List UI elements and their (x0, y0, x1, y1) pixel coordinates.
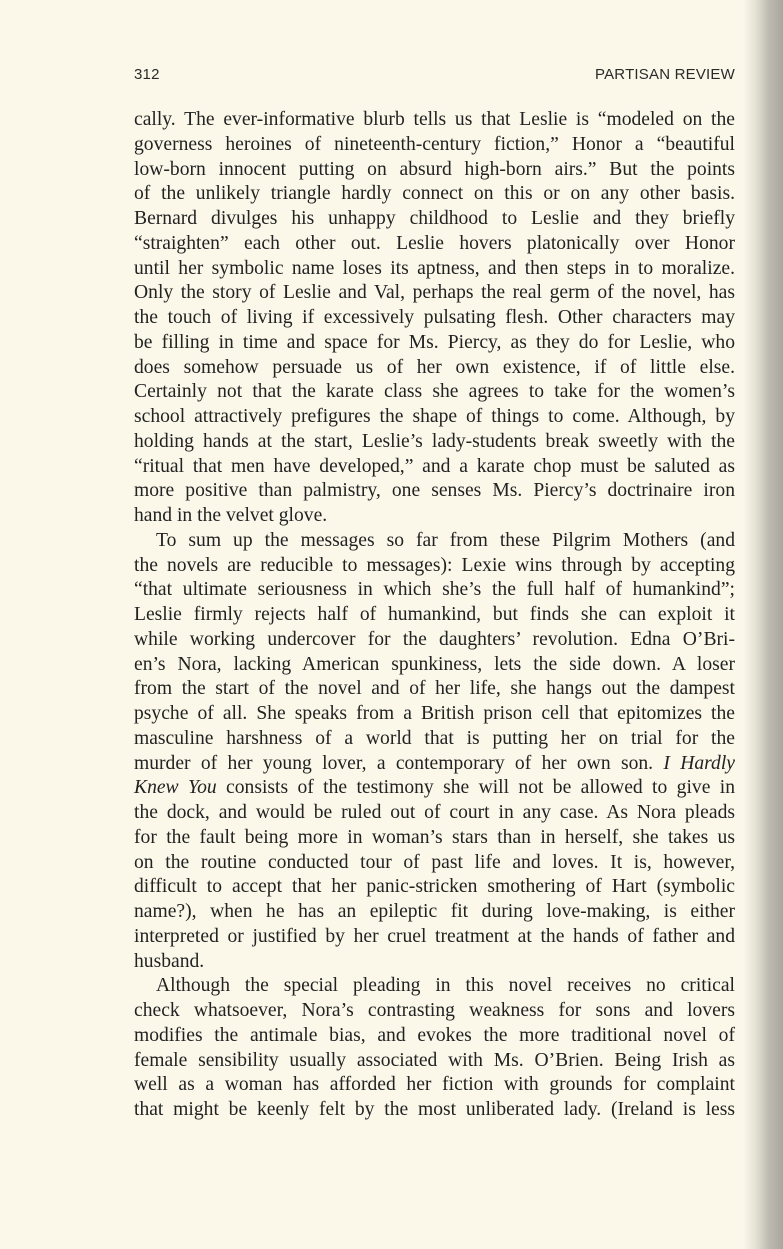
text-line (134, 950, 735, 975)
line-text: “straighten” each other out. Leslie hovers platonically over Honor (134, 232, 735, 254)
text-line (134, 677, 735, 702)
page-edge-shadow (743, 0, 783, 1249)
text-line (134, 306, 735, 331)
line-text: murder of her young lover, a contemporary of her own son. (134, 752, 664, 774)
line-text: name?), when he has an epileptic fit during love-making, is either (134, 901, 735, 922)
line-text: Certainly not that the karate class she agrees to take for the women’s (134, 381, 735, 403)
line-text: that might be keenly felt by the most unliberated lady. (Ireland is less (134, 1099, 735, 1120)
text-line (134, 603, 735, 628)
text-line (134, 108, 735, 133)
text-line (134, 999, 735, 1024)
text-line (134, 776, 735, 801)
line-text: of the unlikely triangle hardly connect on this or on any other basis. (134, 183, 735, 205)
line-text: the dock, and would be ruled out of court in any case. As Nora pleads (134, 802, 735, 823)
line-text: on the routine conducted tour of past life and loves. It is, however, (134, 851, 735, 873)
text-line (134, 925, 735, 950)
line-text: To sum up the messages so far from these Pilgrim Mothers (and (156, 529, 735, 551)
text-line (134, 752, 735, 777)
text-line (134, 653, 735, 678)
line-text: until her symbolic name loses its aptness, and then steps in to moralize. (134, 257, 735, 279)
text-line (134, 430, 735, 455)
text-line (134, 257, 735, 282)
line-text: “that ultimate seriousness in which she’s the full half of humankind”; (134, 579, 735, 601)
line-text: modifies the antimale bias, and evokes the more traditional novel of (134, 1024, 735, 1046)
body-text (134, 108, 735, 1123)
line-text: more positive than palmistry, one senses Ms. Piercy’s doctrinaire iron (134, 480, 735, 502)
text-line (134, 455, 735, 480)
italic-title: Knew You (134, 777, 217, 799)
line-text: Although the special pleading in this novel receives no critical (156, 975, 735, 997)
text-line (134, 875, 735, 900)
text-line (134, 1024, 735, 1049)
running-header-title: PARTISAN REVIEW (595, 66, 735, 83)
text-line (134, 826, 735, 851)
text-line (134, 504, 735, 529)
line-text: governess heroines of nineteenth-century fiction,” Honor a “beautiful (134, 133, 735, 155)
text-line (134, 628, 735, 653)
text-line (134, 702, 735, 727)
line-text: difficult to accept that her panic-stricken smothering of Hart (symbolic (134, 876, 735, 898)
line-text: check whatsoever, Nora’s contrasting weakness for sons and lovers (134, 1000, 735, 1021)
line-text: while working undercover for the daughters’ revolution. Edna O’Bri- (134, 628, 735, 650)
line-text: be filling in time and space for Ms. Piercy, as they do for Leslie, who (134, 331, 735, 353)
text-line (134, 207, 735, 232)
line-text: masculine harshness of a world that is putting her on trial for the (134, 727, 735, 749)
line-text: Bernard divulges his unhappy childhood to Leslie and they briefly (134, 208, 735, 229)
text-line (134, 405, 735, 430)
line-text: does somehow persuade us of her own existence, if of little else. (134, 356, 735, 378)
line-text: cally. The ever-informative blurb tells us that Leslie is “modeled on the (134, 109, 735, 130)
italic-title: I Hardly (663, 752, 735, 774)
text-line (134, 851, 735, 876)
line-text: Only the story of Leslie and Val, perhaps the real germ of the novel, has (134, 282, 735, 304)
line-text: low-born innocent putting on absurd high-born airs.” But the points (134, 158, 735, 180)
text-line (134, 529, 735, 554)
page-number: 312 (134, 66, 160, 83)
text-line (134, 900, 735, 925)
line-text: husband. (134, 950, 205, 972)
line-text: psyche of all. She speaks from a British prison cell that epitomizes the (134, 703, 735, 724)
text-line (134, 182, 735, 207)
text-line (134, 281, 735, 306)
line-text: the touch of living if excessively pulsating flesh. Other characters may (134, 307, 735, 328)
line-text: consists of the testimony she will not be allowed to give in (216, 777, 735, 799)
text-line (134, 479, 735, 504)
text-line (134, 974, 735, 999)
line-text: female sensibility usually associated with Ms. O’Brien. Being Irish as (134, 1049, 735, 1071)
line-text: for the fault being more in woman’s stars than in herself, she takes us (134, 826, 735, 848)
line-text: hand in the velvet glove. (134, 505, 328, 526)
text-line (134, 356, 735, 381)
text-line (134, 331, 735, 356)
line-text: en’s Nora, lacking American spunkiness, lets the side down. A loser (134, 653, 735, 675)
line-text: well as a woman has afforded her fiction with grounds for complaint (134, 1074, 735, 1096)
line-text: Leslie firmly rejects half of humankind, but finds she can exploit it (134, 604, 735, 625)
text-line (134, 133, 735, 158)
text-line (134, 1049, 735, 1074)
line-text: from the start of the novel and of her life, she hangs out the dampest (134, 678, 735, 700)
text-line (134, 158, 735, 183)
text-line (134, 801, 735, 826)
text-line (134, 554, 735, 579)
line-text: holding hands at the start, Leslie’s lady-students break sweetly with the (134, 430, 735, 452)
text-line (134, 380, 735, 405)
line-text: the novels are reducible to messages): Lexie wins through by accepting (134, 554, 735, 576)
text-line (134, 232, 735, 257)
line-text: “ritual that men have developed,” and a karate chop must be saluted as (134, 455, 735, 477)
text-line (134, 578, 735, 603)
line-text: interpreted or justified by her cruel treatment at the hands of father and (134, 925, 735, 947)
line-text: school attractively prefigures the shape of things to come. Although, by (134, 406, 735, 427)
text-line (134, 1098, 735, 1123)
text-line (134, 727, 735, 752)
text-line (134, 1073, 735, 1098)
